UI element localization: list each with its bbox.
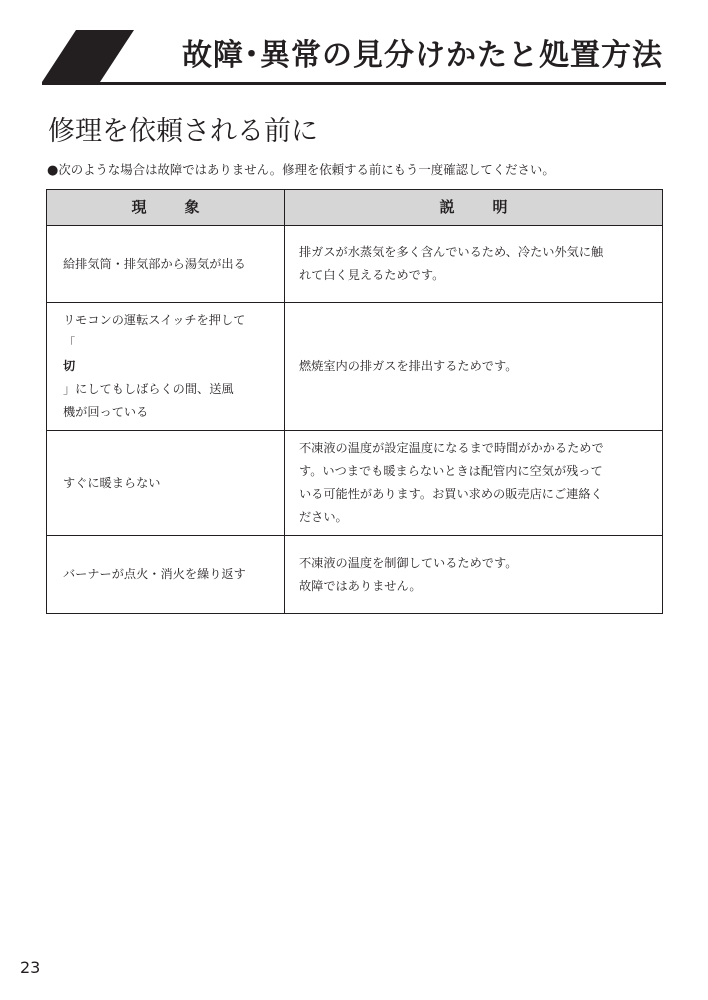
symptom-cell [47,226,285,303]
explanation-line: 不凍液の温度が設定温度になるまで時間がかかるためで [299,441,604,455]
table-row [47,226,663,303]
explanation-line: れて白く見えるためです。 [299,268,445,282]
symptom-cell [47,536,285,614]
header-slanted-block [42,30,134,82]
header-bar [42,24,666,86]
explanation-line: す。いつまでも暖まらないときは配管内に空気が残って [299,464,603,478]
symptom-line-rest: 」にしてもしばらくの間、送風 [63,382,234,396]
section-note [47,160,555,181]
page-number: 23 [20,958,41,977]
page-title: 故障･異常の見分けかたと処置方法 [182,38,663,73]
symptom-line: リモコンの運転スイッチを押して [63,313,246,327]
switch-off-key: 切 [63,359,76,373]
symptom-cell [47,303,285,431]
symptom-line: 機が回っている [63,405,149,419]
explanation-line: 排ガスが水蒸気を多く含んでいるため、冷たい外気に触 [299,245,604,259]
note-text: 次のような場合は故障ではありません。修理を依頼する前にもう一度確認してください。 [58,162,555,177]
explanation-line: 燃焼室内の排ガスを排出するためです。 [299,359,518,373]
explanation-cell [285,226,663,303]
explanation-line: 故障ではありません。 [299,578,422,593]
table-row [47,536,663,614]
header-symptom: 現象 [47,190,285,226]
symptom-line: 給排気筒・排気部から湯気が出る [63,256,246,271]
table-row [47,431,663,536]
table-row [47,303,663,431]
explanation-cell [285,431,663,536]
symptom-line [63,332,276,401]
explanation-line: いる可能性があります。お買い求めの販売店にご連絡く [299,487,603,501]
symptom-cell [47,431,285,536]
symptom-line: すぐに暖まらない [63,475,161,490]
explanation-line: 不凍液の温度を制御しているためです。 [299,555,518,570]
explanation-line: ださい。 [299,510,348,524]
header-explanation: 説明 [285,190,663,226]
explanation-cell [285,303,663,431]
troubleshooting-table [46,189,663,614]
symptom-line: バーナーが点火・消火を繰り返す [63,567,246,581]
table-header-row [47,190,663,226]
section-title: 修理を依頼される前に [48,116,318,147]
explanation-cell [285,536,663,614]
symptom-open-bracket: 「 [63,336,76,350]
bullet-icon: ● [47,163,59,178]
